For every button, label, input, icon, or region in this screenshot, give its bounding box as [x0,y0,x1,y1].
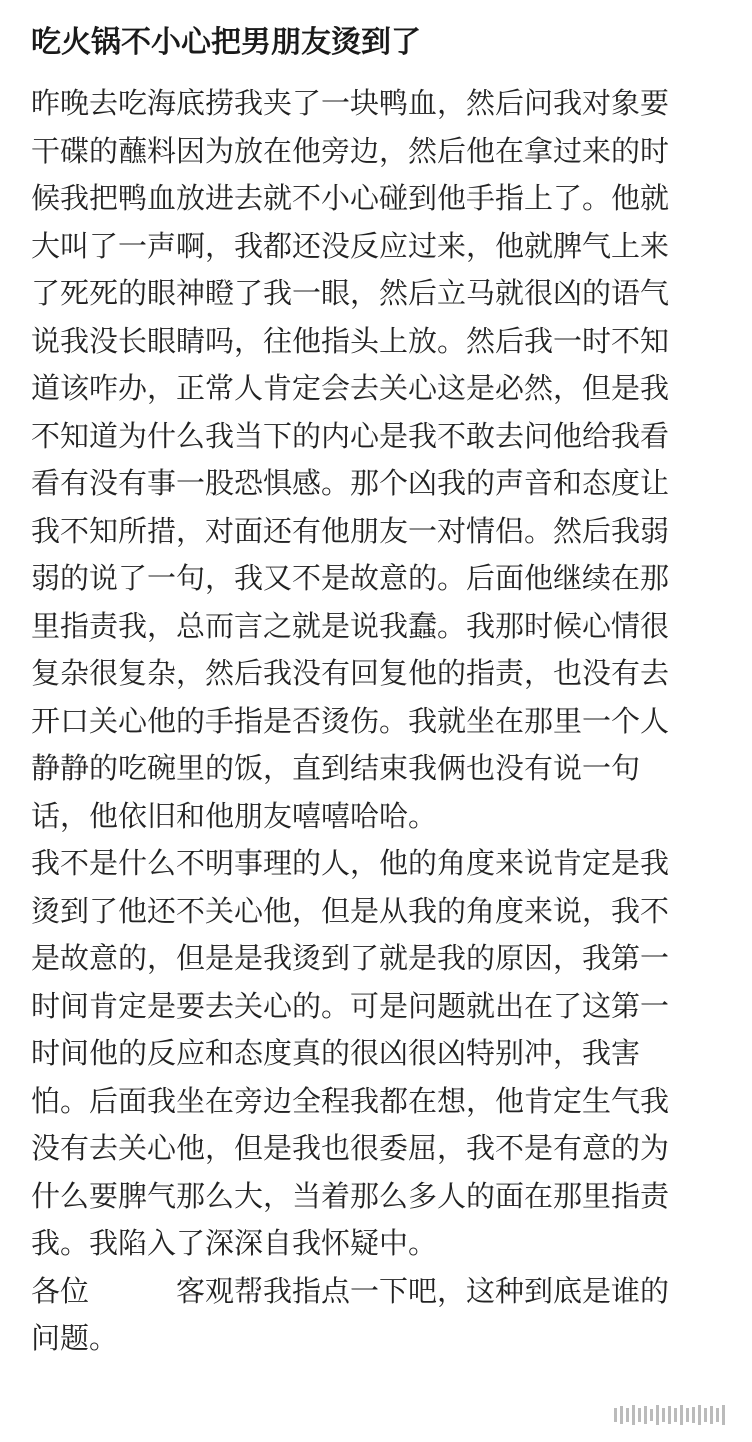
body-line: 我不是什么不明事理的人，他的角度来说肯定是我 [31,846,670,880]
body-line: 大叫了一声啊，我都还没反应过来，他就脾气上来 [31,228,670,263]
body-line: 时间肯定是要去关心的。可是问题就出在了这第一 [31,988,670,1023]
body-line: 问题。 [31,1321,119,1355]
body-line: 看有没有事一股恐惧感。那个凶我的声音和态度让 [31,466,670,500]
body-line: 什么要脾气那么大，当着那么多人的面在那里指责 [31,1178,670,1213]
body-line: 复杂很复杂，然后我没有回复他的指责，也没有去 [31,656,670,690]
body-line: 烫到了他还不关心他，但是从我的角度来说，我不 [31,893,670,928]
body-line: 没有去关心他，但是我也很委屈，我不是有意的为 [31,1131,670,1165]
body-line: 我不知所措，对面还有他朋友一对情侣。然后我弱 [31,513,670,548]
body-line: 不知道为什么我当下的内心是我不敢去问他给我看 [31,418,670,453]
body-line: 弱的说了一句，我又不是故意的。后面他继续在那 [31,561,670,595]
body-line: 时间他的反应和态度真的很凶很凶特别冲，我害 [31,1036,641,1070]
watermark-logo [612,1402,730,1428]
body-line: 道该咋办，正常人肯定会去关心这是必然，但是我 [31,371,670,405]
body-line: 开口关心他的手指是否烫伤。我就坐在那里一个人 [31,703,670,738]
body-line: 是故意的，但是是我烫到了就是我的原因，我第一 [31,941,670,975]
body-line: 说我没长眼睛吗，往他指头上放。然后我一时不知 [31,323,670,358]
body-line: 了死死的眼神瞪了我一眼，然后立马就很凶的语气 [31,276,670,310]
post-title: 吃火锅不小心把男朋友烫到了 [31,25,421,60]
body-line: 我。我陷入了深深自我怀疑中。 [31,1226,438,1260]
body-line: 各位 客观帮我指点一下吧，这种到底是谁的 [31,1273,670,1308]
post-body [31,80,731,1363]
body-line: 干碟的蘸料因为放在他旁边，然后他在拿过来的时 [31,133,670,168]
body-line: 怕。后面我坐在旁边全程我都在想，他肯定生气我 [31,1083,670,1118]
body-line: 静静的吃碗里的饭，直到结束我俩也没有说一句 [31,751,641,785]
body-line: 话，他依旧和他朋友嘻嘻哈哈。 [31,798,438,833]
body-line: 昨晚去吃海底捞我夹了一块鸭血，然后问我对象要 [31,86,670,120]
body-line: 里指责我，总而言之就是说我蠢。我那时候心情很 [31,608,670,643]
body-line: 候我把鸭血放进去就不小心碰到他手指上了。他就 [31,181,670,215]
